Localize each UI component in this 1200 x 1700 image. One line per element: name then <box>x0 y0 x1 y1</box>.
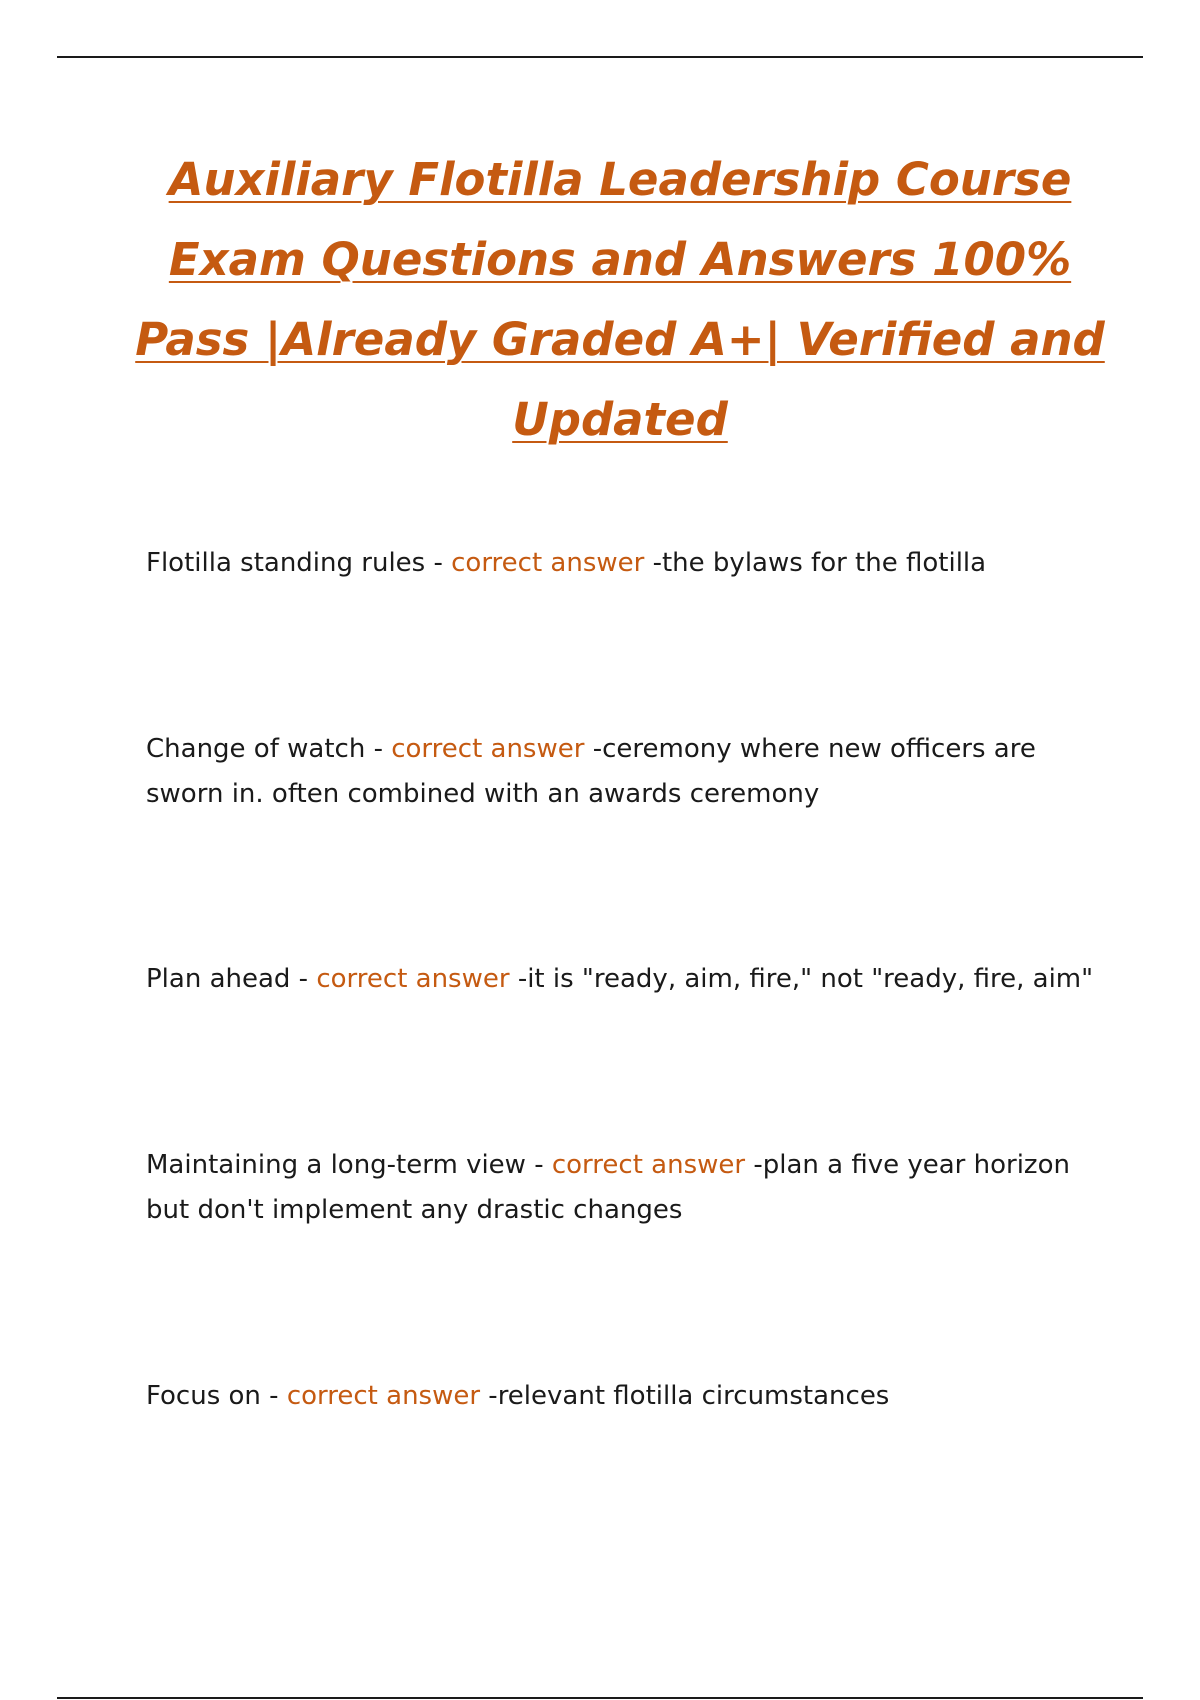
qa-term: Focus on - <box>146 1381 287 1411</box>
qa-answer-label: correct answer <box>316 964 510 994</box>
document-title <box>110 140 1130 460</box>
qa-term: Change of watch - <box>146 734 392 764</box>
qa-term: Flotilla standing rules - <box>146 548 452 578</box>
qa-item <box>146 1143 1096 1233</box>
qa-item <box>146 1374 1096 1419</box>
qa-answer-label: correct answer <box>551 1150 746 1180</box>
qa-item <box>146 541 1096 586</box>
qa-definition: -it is "ready, aim, fire," not "ready, fire, aim" <box>509 964 1094 994</box>
qa-item <box>146 957 1096 1002</box>
qa-definition: -ceremony where new officers are sworn in. often combined with an awards ceremony <box>146 734 1036 809</box>
qa-term: Maintaining a long-term view - <box>146 1150 552 1180</box>
qa-definition: -the bylaws for the flotilla <box>644 548 987 578</box>
qa-answer-label: correct answer <box>391 734 585 764</box>
qa-definition: -relevant flotilla circumstances <box>480 1381 890 1411</box>
qa-definition: -plan a five year horizon but don't implement any drastic changes <box>146 1150 1070 1225</box>
top-divider <box>57 56 1143 58</box>
bottom-divider <box>57 1697 1143 1699</box>
qa-answer-label: correct answer <box>451 548 645 578</box>
qa-item <box>146 727 1096 817</box>
qa-answer-label: correct answer <box>286 1381 481 1411</box>
document-title-text: Auxiliary Flotilla Leadership Course Exam Questions and Answers 100% Pass |Already Graded A+| Verified and Updated <box>135 153 1105 446</box>
qa-term: Plan ahead - <box>146 964 317 994</box>
